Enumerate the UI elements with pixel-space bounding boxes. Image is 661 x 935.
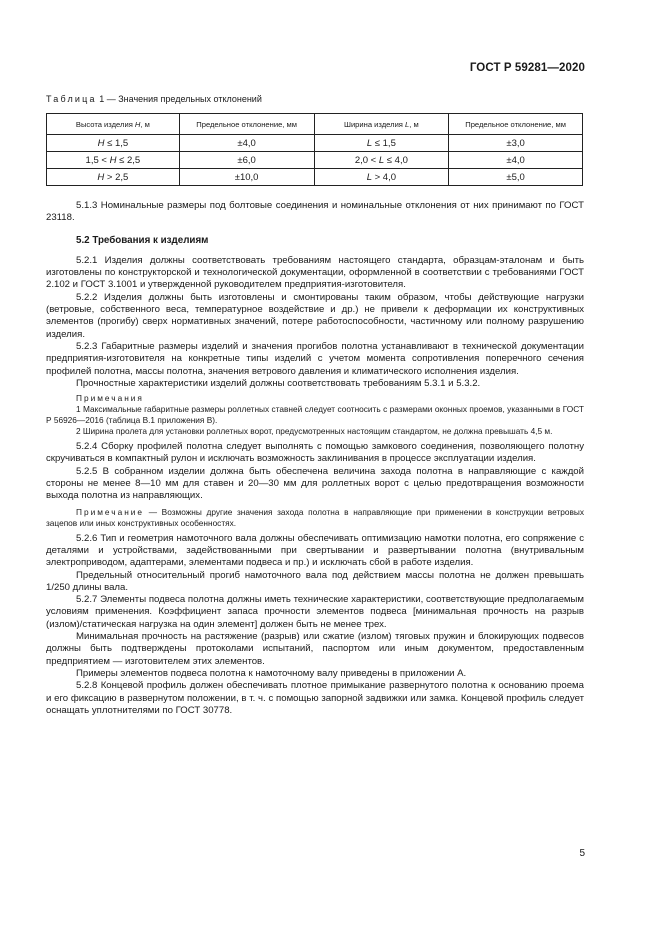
cell-height-range: H > 2,5 xyxy=(47,169,180,186)
paragraph-5-2-5: 5.2.5 В собранном изделии должна быть обеспечена величина захода полотна в направляющие с каждой стороны не менее 8—10 мм для ставен и 20—30 мм для роллетных ворот с целью предотвращения возможности выхода полотна из направляющих. xyxy=(46,465,584,502)
cell-height-range: H ≤ 1,5 xyxy=(47,135,180,152)
note-text: — Возможны другие значения захода полотна в направляющие при применении в конструкции ветровых зацепов или иных конструктивных особенностях. xyxy=(46,506,584,528)
paragraph-5-2-7-examples: Примеры элементов подвеса полотна к намоточному валу приведены в приложении А. xyxy=(76,667,467,679)
paragraph-5-2-3-strength: Прочностные характеристики изделий должны соответствовать требованиям 5.3.1 и 5.3.2. xyxy=(76,377,481,389)
note-entry-depth xyxy=(46,507,584,529)
cell-width-range: L > 4,0 xyxy=(314,169,449,186)
document-code-header: ГОСТ Р 59281—2020 xyxy=(469,62,585,74)
cell-width-range: L ≤ 1,5 xyxy=(314,135,449,152)
table-row xyxy=(47,152,583,169)
table-header-row xyxy=(47,114,583,135)
note-label: Примечание xyxy=(76,506,145,517)
table-row xyxy=(47,135,583,152)
paragraph-5-1-3: 5.1.3 Номинальные размеры под болтовые соединения и номинальные отклонения от них принимают по ГОСТ 23118. xyxy=(46,200,584,224)
document-body xyxy=(46,200,584,717)
paragraph-5-2-4: 5.2.4 Сборку профилей полотна следует выполнять с помощью замкового соединения, позволяющего полотну скручиваться в компактный рулон и исключать возможность заклинивания в процессе эксплуатации изделия. xyxy=(46,441,584,465)
paragraph-5-2-1: 5.2.1 Изделия должны соответствовать требованиям настоящего стандарта, образцам-эталонам и быть изготовлены по конструкторской и технологической документации, оформленной в соответствии с требованиями ГОСТ 2.102 и ГОСТ 3.1001 и утвержденной руководителем предприятия-изготовителя. xyxy=(46,254,584,291)
cell-height-deviation: ±4,0 xyxy=(179,135,314,152)
paragraph-5-2-6: 5.2.6 Тип и геометрия намоточного вала должны обеспечивать оптимизацию намотки полотна, его сопряжение с деталями и устройствами, задействованными при свертывании и развертывании полотна (внутривальным электроприводом, адаптерами, элементами подвеса и пр.) и исключать сбой в работе изделия. xyxy=(46,532,584,569)
paragraph-5-2-7-strength: Минимальная прочность на растяжение (разрыв) или сжатие (излом) тяговых пружин и блокирующих подвесов должны быть подтверждены протоколами испытаний, паспортом или иным документом, предоставленным предприятием — изготовителем этих элементов. xyxy=(46,631,584,667)
header-width: Ширина изделия L, м xyxy=(314,114,449,135)
paragraph-5-2-7: 5.2.7 Элементы подвеса полотна должны иметь технические характеристики, соответствующие предполагаемым условиям применения. Коэффициент запаса прочности элементов подвеса [минимальная прочность на разрыв (излом)/статическая нагрузка на один элемент] должен быть не менее трех. xyxy=(46,594,584,630)
header-deviation-width: Предельное отклонение, мм xyxy=(449,114,583,135)
table-row xyxy=(47,169,583,186)
section-heading-5-2: 5.2 Требования к изделиям xyxy=(76,234,209,246)
note-1: 1 Максимальные габаритные размеры роллетных ставней следует соотносить с размерами оконных проемов, указанными в ГОСТ Р 56926—2016 (таблица В.1 приложения В). xyxy=(46,404,584,426)
paragraph-5-2-3: 5.2.3 Габаритные размеры изделий и значения прогибов полотна устанавливают в технической документации предприятия-изготовителя на конкретные типы изделий с учетом момента сопротивления поперечного сечения профилей полотна, массы полотна, значения ветрового давления и климатического исполнения изделия. xyxy=(46,340,584,377)
cell-width-deviation: ±3,0 xyxy=(449,135,583,152)
cell-height-deviation: ±6,0 xyxy=(179,152,314,169)
limit-deviations-table xyxy=(46,113,583,186)
table-caption xyxy=(46,94,262,104)
page-number: 5 xyxy=(579,848,585,859)
paragraph-5-2-8: 5.2.8 Концевой профиль должен обеспечивать плотное примыкание развернутого полотна к основанию проема и его фиксацию в развернутом положении, в т. ч. с помощью запорной задвижки или замка. Концевой профиль следует оснащать уплотнителями по ГОСТ 30778. xyxy=(46,680,584,716)
note-2: 2 Ширина пролета для установки роллетных ворот, предусмотренных настоящим стандартом, не должна превышать 4,5 м. xyxy=(76,426,553,437)
cell-height-deviation: ±10,0 xyxy=(179,169,314,186)
cell-width-range: 2,0 < L ≤ 4,0 xyxy=(314,152,449,169)
cell-width-deviation: ±4,0 xyxy=(449,152,583,169)
table-caption-label: Таблица xyxy=(46,94,97,104)
paragraph-5-2-6-deflection: Предельный относительный прогиб намоточного вала под действием массы полотна не должен превышать 1/250 длины вала. xyxy=(46,569,584,593)
notes-heading: Примечания xyxy=(76,393,144,404)
header-deviation-height: Предельное отклонение, мм xyxy=(179,114,314,135)
cell-height-range: 1,5 < H ≤ 2,5 xyxy=(47,152,180,169)
table-caption-text: 1 — Значения предельных отклонений xyxy=(99,94,262,104)
paragraph-5-2-2: 5.2.2 Изделия должны быть изготовлены и смонтированы таким образом, чтобы действующие нагрузки (ветровые, собственного веса, температурное воздействие и др.) не привели к деформации их конструктивных элементов (прогибу) сверх нормативных значений, потере работоспособности, частичному или полному разрушению изделия. xyxy=(46,291,584,340)
cell-width-deviation: ±5,0 xyxy=(449,169,583,186)
header-height: Высота изделия Н, м xyxy=(47,114,180,135)
